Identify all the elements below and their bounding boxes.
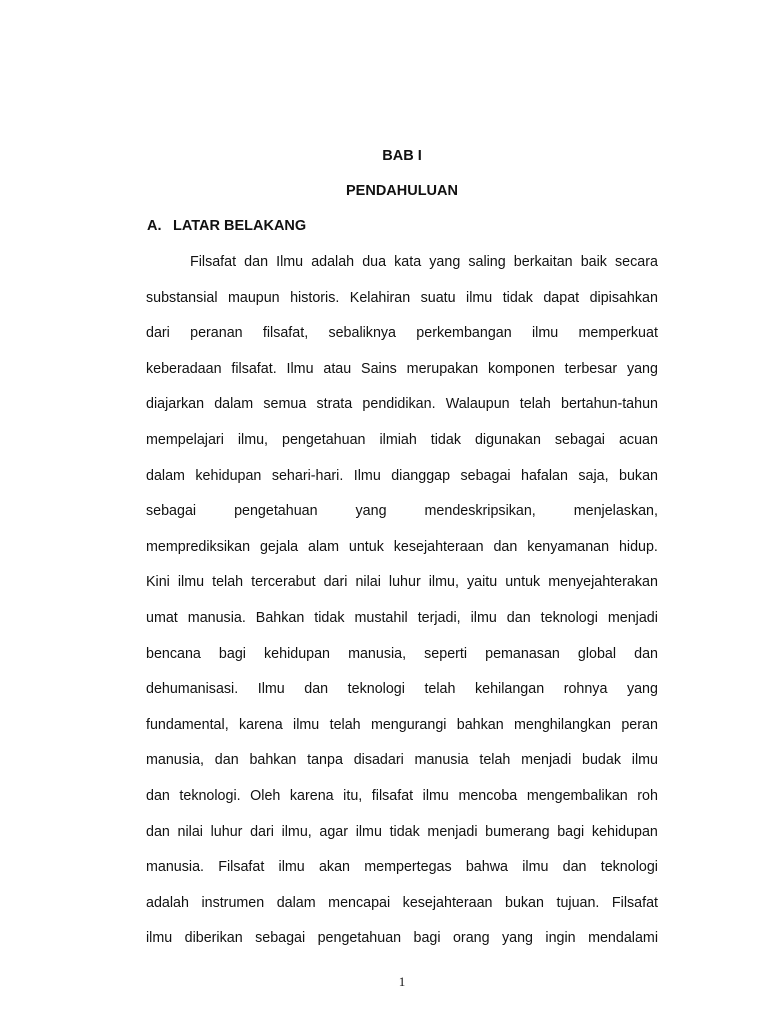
- paragraph-word: disadari: [353, 752, 404, 769]
- paragraph-word: pengetahuan: [282, 431, 366, 448]
- paragraph-word: instrumen: [201, 894, 265, 911]
- paragraph-word: mengurangi: [370, 716, 447, 733]
- paragraph-word: memperkuat: [578, 325, 658, 342]
- paragraph-word: perkembangan: [416, 325, 512, 342]
- paragraph-word: merupakan: [406, 360, 479, 377]
- paragraph-word: tidak: [430, 431, 461, 448]
- paragraph-line: [146, 321, 658, 357]
- paragraph-word: berkaitan: [513, 254, 573, 270]
- paragraph-word: kesejahteraan: [402, 894, 493, 911]
- paragraph-word: mempertegas: [364, 859, 452, 876]
- paragraph-line: [146, 392, 658, 428]
- paragraph-word: teknologi: [347, 681, 405, 698]
- paragraph-word: kehidupan: [264, 645, 330, 662]
- paragraph-word: tercerabut: [251, 574, 316, 591]
- paragraph-word: kenyamanan: [527, 538, 610, 555]
- paragraph-word: filsafat,: [262, 325, 309, 342]
- paragraph-word: dapat: [543, 289, 580, 306]
- paragraph-word: kehidupan: [195, 467, 262, 484]
- paragraph-word: mendeskripsikan,: [424, 503, 536, 520]
- paragraph-word: karena: [289, 787, 334, 804]
- paragraph-word: bumerang: [485, 823, 550, 840]
- paragraph-line: [146, 499, 658, 535]
- paragraph-word: Kelahiran: [349, 289, 411, 306]
- paragraph-line: [146, 855, 658, 891]
- paragraph-word: sebagai: [554, 431, 605, 448]
- paragraph-word: menjadi: [427, 823, 478, 840]
- paragraph-word: nilai: [177, 823, 203, 840]
- paragraph-word: komponen: [488, 360, 555, 377]
- paragraph-word: fundamental,: [146, 716, 229, 733]
- paragraph-line: [146, 606, 658, 642]
- paragraph-word: Bahkan: [255, 609, 305, 626]
- paragraph-word: mustahil: [354, 609, 408, 626]
- paragraph-word: bahkan: [456, 716, 504, 733]
- paragraph-word: untuk: [348, 538, 384, 555]
- paragraph-word: pengetahuan: [317, 930, 402, 947]
- paragraph-word: dan: [214, 752, 239, 769]
- paragraph-line: [146, 464, 658, 500]
- paragraph-word: teknologi: [540, 609, 598, 626]
- paragraph-word: semua: [263, 396, 307, 413]
- paragraph-word: manusia.: [146, 859, 205, 876]
- paragraph-line: [146, 784, 658, 820]
- paragraph-line: [146, 642, 658, 678]
- paragraph-word: teknologi.: [179, 787, 241, 804]
- paragraph-word: ilmu: [470, 609, 497, 626]
- paragraph-word: bahwa: [465, 859, 508, 876]
- paragraph-word: ilmu: [466, 289, 493, 306]
- paragraph-word: suatu: [420, 289, 456, 306]
- paragraph-line: [146, 713, 658, 749]
- paragraph-word: dua: [362, 254, 387, 270]
- paragraph-word: telah: [424, 681, 456, 698]
- paragraph-word: terbesar: [564, 360, 618, 377]
- paragraph-word: yang: [626, 360, 658, 377]
- paragraph-word: manusia,: [146, 752, 205, 769]
- paragraph-word: yang: [355, 503, 387, 520]
- paragraph-word: manusia,: [348, 645, 407, 662]
- paragraph-word: untuk: [505, 574, 541, 591]
- paragraph-word: menyejahterakan: [548, 574, 658, 591]
- paragraph-word: telah: [212, 574, 244, 591]
- paragraph-word: Walaupun: [445, 396, 510, 413]
- paragraph-word: bukan: [619, 467, 658, 484]
- paragraph-word: yaitu: [466, 574, 498, 591]
- paragraph-word: ilmu: [278, 859, 305, 876]
- paragraph-word: tanpa: [307, 752, 343, 769]
- paragraph-word: ilmu: [177, 574, 205, 591]
- paragraph-word: adalah: [146, 894, 189, 911]
- paragraph-word: tidak: [314, 609, 345, 626]
- paragraph-word: peran: [621, 716, 658, 733]
- paragraph-word: Ilmu: [353, 467, 381, 484]
- paragraph-line: [146, 535, 658, 571]
- paragraph-word: baik: [580, 254, 607, 270]
- paragraph-word: akan: [318, 859, 350, 876]
- paragraph-word: memprediksikan: [146, 538, 251, 555]
- paragraph-word: orang: [452, 930, 490, 947]
- paragraph-word: telah: [479, 752, 511, 769]
- paragraph-word: rohnya: [563, 681, 608, 698]
- paragraph-word: dan: [634, 645, 658, 662]
- paragraph-word: Filsafat: [218, 859, 265, 876]
- chapter-number: BAB I: [382, 148, 422, 164]
- paragraph-word: secara: [615, 254, 658, 270]
- paragraph-word: dan: [562, 859, 587, 876]
- paragraph-word: dianggap: [391, 467, 451, 484]
- paragraph-word: mencoba: [458, 787, 518, 804]
- paragraph-word: Ilmu: [257, 681, 285, 698]
- paragraph-word: mencapai: [328, 894, 391, 911]
- paragraph-word: bagi: [218, 645, 246, 662]
- paragraph-word: menghilangkan: [514, 716, 611, 733]
- paragraph-word: terjadi,: [417, 609, 461, 626]
- paragraph-word: umat: [146, 609, 178, 626]
- paragraph-line: [146, 748, 658, 784]
- paragraph-word: Filsafat: [611, 894, 658, 911]
- paragraph-word: dari: [323, 574, 348, 591]
- paragraph-word: mendalami: [588, 930, 658, 947]
- paragraph-word: hidup.: [618, 538, 658, 555]
- paragraph-word: gejala: [259, 538, 299, 555]
- paragraph-word: mempelajari: [146, 431, 224, 448]
- paragraph-word: filsafat.: [231, 360, 277, 377]
- paragraph-word: bertahun-tahun: [561, 396, 658, 413]
- section-heading: [147, 218, 306, 234]
- paragraph-word: ilmu: [631, 752, 658, 769]
- paragraph-word: ilmu: [355, 823, 382, 840]
- paragraph-word: acuan: [618, 431, 658, 448]
- paragraph-word: dan: [146, 823, 170, 840]
- paragraph-word: yang: [501, 930, 533, 947]
- paragraph-word: digunakan: [474, 431, 541, 448]
- paragraph-word: nilai: [355, 574, 381, 591]
- paragraph-word: manusia.: [187, 609, 246, 626]
- paragraph-word: strata: [316, 396, 353, 413]
- paragraph-word: manusia: [414, 752, 469, 769]
- paragraph-word: mengembalikan: [526, 787, 628, 804]
- paragraph-word: sehari-hari.: [271, 467, 344, 484]
- paragraph-word: kesejahteraan: [393, 538, 484, 555]
- paragraph-word: dari: [146, 325, 170, 342]
- paragraph-word: alam: [308, 538, 340, 555]
- paragraph-word: roh: [637, 787, 658, 804]
- paragraph-word: menjadi: [521, 752, 572, 769]
- paragraph-word: dalam: [146, 467, 185, 484]
- page-number: 1: [398, 974, 406, 989]
- paragraph-word: adalah: [311, 254, 355, 270]
- paragraph-word: diberikan: [184, 930, 243, 947]
- chapter-title: PENDAHULUAN: [346, 183, 458, 199]
- paragraph-word: bagi: [413, 930, 441, 947]
- paragraph-word: Kini: [146, 574, 170, 591]
- paragraph-word: Ilmu: [286, 360, 314, 377]
- paragraph-word: sebaliknya: [328, 325, 397, 342]
- paragraph-word: yang: [429, 254, 461, 270]
- paragraph-word: bencana: [146, 645, 201, 662]
- paragraph-word: luhur: [210, 823, 243, 840]
- paragraph-word: saja,: [578, 467, 609, 484]
- paragraph-word: atau: [323, 360, 352, 377]
- paragraph-word: ilmu: [531, 325, 559, 342]
- paragraph-word: pengetahuan: [234, 503, 318, 520]
- paragraph-word: ilmu,: [281, 823, 312, 840]
- paragraph-line: [146, 570, 658, 606]
- paragraph-word: bagi: [557, 823, 585, 840]
- paragraph-word: seperti: [424, 645, 468, 662]
- paragraph-word: telah: [329, 716, 361, 733]
- paragraph-line: [146, 286, 658, 322]
- paragraph-word: ilmu: [422, 787, 449, 804]
- paragraph-line: [146, 891, 658, 927]
- paragraph-word: Oleh: [250, 787, 281, 804]
- paragraph-line: [146, 820, 658, 856]
- paragraph-word: kata: [394, 254, 422, 270]
- paragraph-word: ilmu: [293, 716, 320, 733]
- paragraph-word: bukan: [505, 894, 544, 911]
- paragraph-word: dalam: [214, 396, 254, 413]
- paragraph-word: menjelaskan,: [573, 503, 658, 520]
- paragraph-word: ilmu,: [428, 574, 459, 591]
- paragraph-word: dalam: [276, 894, 316, 911]
- paragraph-word: kehidupan: [591, 823, 658, 840]
- paragraph-word: Filsafat: [190, 254, 237, 270]
- paragraph-word: ilmu,: [237, 431, 269, 448]
- paragraph-word: ingin: [545, 930, 576, 947]
- paragraph-line: [146, 428, 658, 464]
- section-letter: A.: [147, 218, 162, 234]
- paragraph-word: historis.: [290, 289, 340, 306]
- paragraph-word: dan: [506, 609, 531, 626]
- paragraph-word: hafalan: [521, 467, 568, 484]
- paragraph-word: global: [577, 645, 617, 662]
- paragraph-word: karena: [239, 716, 283, 733]
- paragraph-word: sebagai: [146, 503, 197, 520]
- paragraph-word: bahkan: [249, 752, 297, 769]
- paragraph-word: luhur: [388, 574, 421, 591]
- paragraph-word: ilmu: [522, 859, 549, 876]
- paragraph-word: dan: [493, 538, 518, 555]
- paragraph-word: Sains: [361, 360, 397, 377]
- paragraph-word: maupun: [227, 289, 280, 306]
- paragraph-word: budak: [582, 752, 621, 769]
- paragraph-word: agar: [319, 823, 349, 840]
- paragraph-word: telah: [519, 396, 551, 413]
- paragraph-word: yang: [626, 681, 658, 698]
- paragraph-word: dipisahkan: [589, 289, 658, 306]
- paragraph-word: pemanasan: [485, 645, 560, 662]
- paragraph-line: [146, 250, 658, 286]
- paragraph-word: menjadi: [607, 609, 658, 626]
- paragraph-word: dan: [146, 787, 170, 804]
- paragraph-word: substansial: [146, 289, 218, 306]
- paragraph-word: diajarkan: [146, 396, 205, 413]
- paragraph-word: dan: [244, 254, 269, 270]
- paragraph-word: ilmiah: [379, 431, 417, 448]
- paragraph-word: itu,: [343, 787, 363, 804]
- paragraph-line: [146, 926, 658, 962]
- body-paragraph: [146, 250, 658, 962]
- paragraph-word: dan: [304, 681, 329, 698]
- paragraph-word: sebagai: [255, 930, 306, 947]
- paragraph-word: saling: [468, 254, 506, 270]
- paragraph-word: dari: [250, 823, 274, 840]
- paragraph-word: kehilangan: [474, 681, 545, 698]
- paragraph-word: tidak: [389, 823, 420, 840]
- paragraph-word: filsafat: [371, 787, 414, 804]
- paragraph-word: tujuan.: [556, 894, 600, 911]
- paragraph-word: dehumanisasi.: [146, 681, 239, 698]
- paragraph-line: [146, 357, 658, 393]
- paragraph-word: peranan: [190, 325, 243, 342]
- paragraph-word: Ilmu: [276, 254, 304, 270]
- section-title: LATAR BELAKANG: [173, 218, 307, 234]
- paragraph-word: keberadaan: [146, 360, 222, 377]
- paragraph-word: ilmu: [146, 930, 173, 947]
- paragraph-word: teknologi: [600, 859, 658, 876]
- paragraph-line: [146, 677, 658, 713]
- paragraph-word: sebagai: [460, 467, 511, 484]
- paragraph-word: tidak: [502, 289, 533, 306]
- paragraph-word: pendidikan.: [362, 396, 436, 413]
